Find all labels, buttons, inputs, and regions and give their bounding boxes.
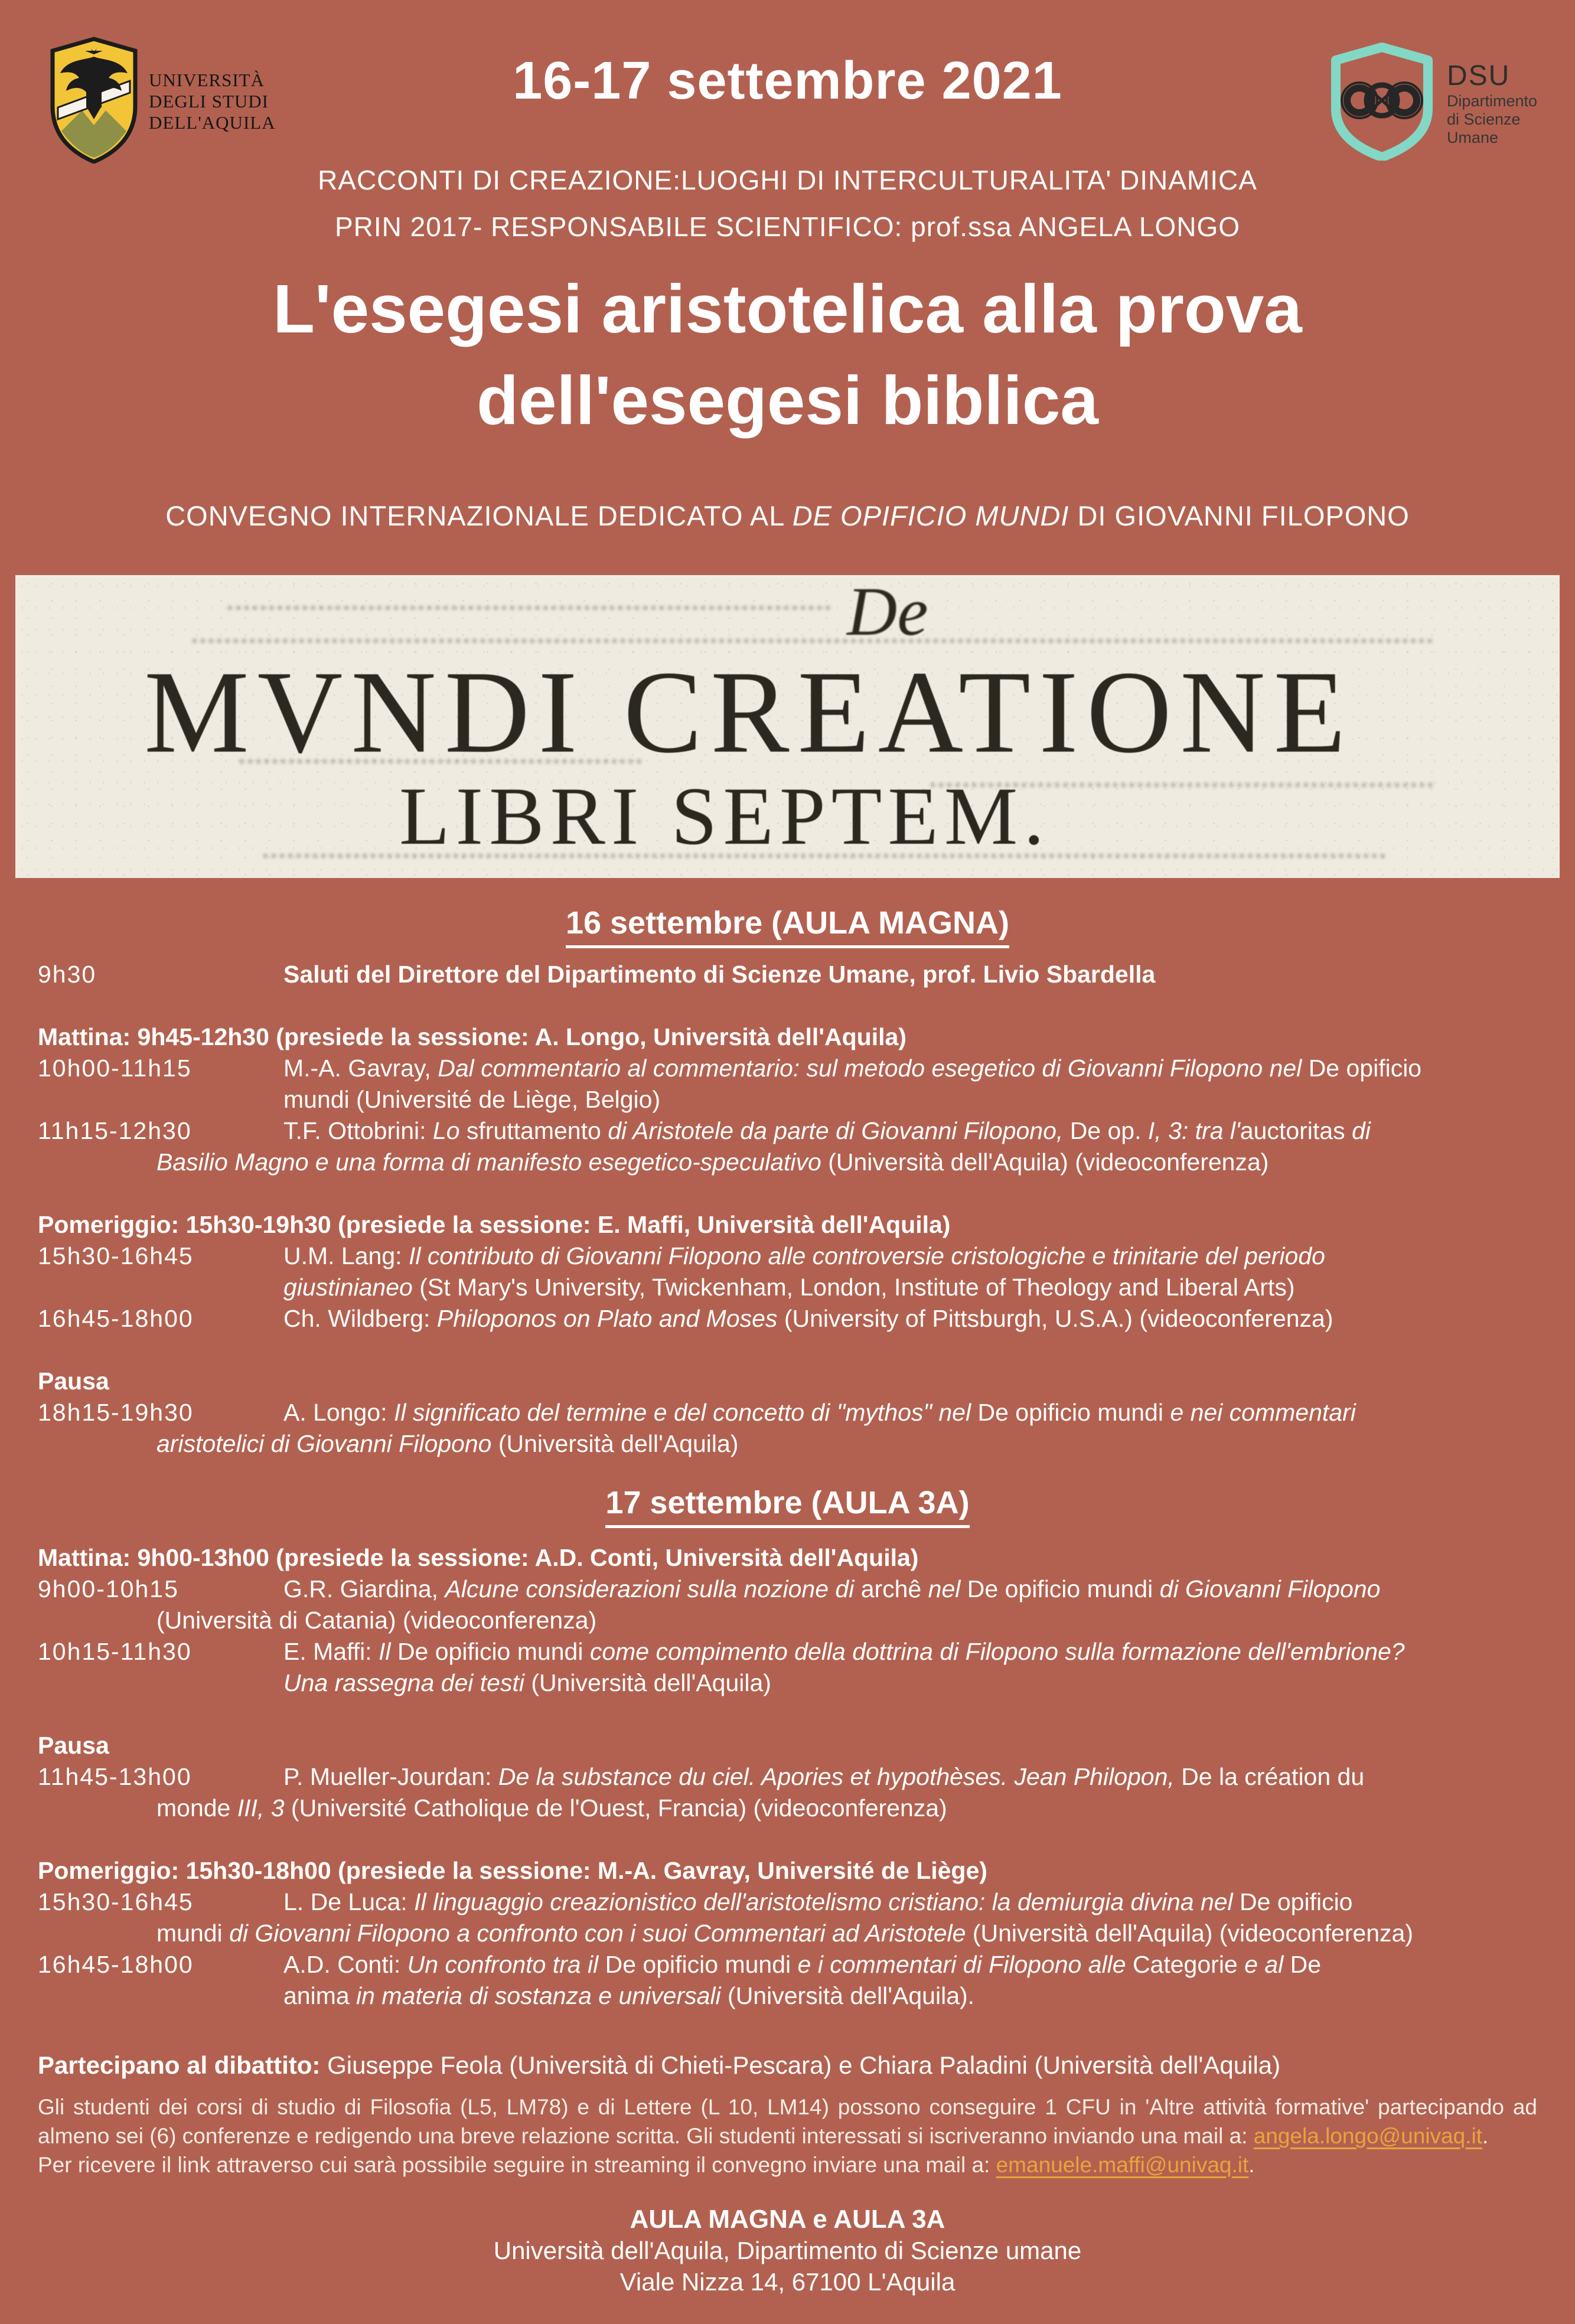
talk-text [283, 1667, 771, 1699]
talk-text [283, 1084, 660, 1115]
cfu-text-2: . [1482, 2124, 1489, 2148]
book-script-word: De [847, 575, 928, 650]
text-run: aristotelici di Giovanni Filopono [156, 1430, 498, 1457]
dsu-shield-icon [1329, 43, 1435, 164]
debate-lead: Partecipano al dibattito: [38, 2051, 328, 2079]
schedule-line [38, 1761, 1537, 1793]
schedule-line [38, 990, 1537, 1021]
text-run: De op. [1069, 1117, 1148, 1144]
text-run: in materia di sostanza e universali [356, 1982, 728, 2009]
talk-text [156, 1428, 738, 1460]
schedule-line [38, 1115, 1537, 1147]
schedule-line [38, 1980, 1537, 2012]
venue-department: Università dell'Aquila, Dipartimento di Scienze umane [493, 2237, 1082, 2264]
time-slot [38, 1084, 283, 1115]
time-slot: 18h15-19h30 [38, 1399, 194, 1426]
text-run: Basilio Magno e una forma di manifesto esegetico-speculativo [156, 1148, 829, 1176]
time-slot: 16h45-18h00 [38, 1305, 194, 1332]
text-run: P. Mueller-Jourdan: [283, 1763, 498, 1790]
schedule-line [38, 1272, 1537, 1303]
time-slot: 10h00-11h15 [38, 1055, 192, 1082]
subtitle-work-title: DE OPIFICIO MUNDI [792, 500, 1069, 531]
schedule-line [38, 959, 1537, 990]
talk-text [38, 1730, 109, 1761]
venue-rooms: AULA MAGNA e AULA 3A [630, 2205, 945, 2234]
schedule-line [38, 1793, 1537, 1824]
talk-text [283, 1636, 1405, 1667]
text-run: Dal commentario al commentario: sul metodo esegetico di Giovanni Filopono nel [438, 1055, 1309, 1082]
text-run: De la substance du ciel. Apories et hypothèses. Jean Philopon, [498, 1763, 1182, 1790]
schedule-line [38, 1605, 1537, 1636]
text-run: auctoritas [1240, 1117, 1352, 1144]
talk-text [283, 1272, 1294, 1303]
text-run: Categorie [1132, 1951, 1245, 1978]
talk-text [38, 1542, 918, 1574]
venue-address: Viale Nizza 14, 67100 L'Aquila [619, 2268, 956, 2296]
time-slot: 16h45-18h00 [38, 1951, 194, 1978]
email-link-angela[interactable]: angela.longo@univaq.it [1253, 2124, 1482, 2148]
book-title-line1: MVNDI CREATIONE [144, 647, 1354, 778]
text-run: Mattina: 9h45-12h30 (presiede la sessione: A. Longo, Università dell'Aquila) [38, 1023, 906, 1050]
dsu-label [1447, 60, 1537, 147]
schedule-line [38, 1574, 1537, 1605]
text-run: Un confronto tra il [407, 1951, 605, 1978]
time-slot: 9h30 [38, 961, 97, 988]
schedule-line [38, 1147, 1537, 1178]
text-run: Pomeriggio: 15h30-18h00 (presiede la sessione: M.-A. Gavray, Université de Liège) [38, 1857, 987, 1884]
text-run: (Università dell'Aquila) (videoconferenza) [828, 1148, 1269, 1176]
text-run: De opificio [1240, 1888, 1353, 1915]
university-name-line2: DEGLI STUDI [149, 91, 269, 112]
text-run: De opificio [1308, 1055, 1422, 1082]
text-run: mundi (Université de Liège, Belgio) [283, 1086, 661, 1113]
subtitle-pre: CONVEGNO INTERNAZIONALE DEDICATO AL [165, 500, 793, 531]
text-run: De opificio mundi [605, 1951, 798, 1978]
date-range: 16-17 settembre 2021 [513, 51, 1062, 110]
cfu-text-3: Per ricevere il link attraverso cui sarà possibile seguire in streaming il convegno inviare una mail a: [38, 2153, 996, 2177]
project-line-1: RACCONTI DI CREAZIONE:LUOGHI DI INTERCULTURALITA' DINAMICA [318, 165, 1257, 195]
schedule-line [38, 1397, 1537, 1428]
talk-text [283, 959, 1155, 990]
text-run: Pausa [38, 1732, 109, 1759]
text-run: (St Mary's University, Twickenham, London, Institute of Theology and Liberal Arts) [419, 1274, 1295, 1301]
schedule-day2 [38, 1542, 1537, 2012]
venue-block [0, 2204, 1575, 2297]
text-run: A. Longo: [283, 1399, 394, 1426]
dsu-acronym: DSU [1446, 60, 1511, 92]
time-slot: 10h15-11h30 [38, 1638, 192, 1665]
text-run: De [1290, 1951, 1322, 1978]
project-lines [0, 157, 1575, 250]
text-run: Philoponos on Plato and Moses [436, 1305, 784, 1332]
time-slot: 9h00-10h15 [38, 1575, 179, 1602]
text-run: De opificio mundi [977, 1399, 1170, 1426]
text-run: A.D. Conti: [283, 1951, 407, 1978]
schedule-line [38, 1730, 1537, 1761]
title-line-1: L'esegesi aristotelica alla prova [273, 270, 1302, 347]
email-link-emanuele[interactable]: emanuele.maffi@univaq.it [996, 2153, 1249, 2177]
talk-text [283, 1053, 1421, 1084]
text-run: De la création du [1181, 1763, 1365, 1790]
time-slot [38, 1667, 283, 1699]
schedule-line [38, 1699, 1537, 1730]
schedule-line [38, 1241, 1537, 1272]
talk-text [156, 1793, 947, 1824]
text-run: T.F. Ottobrini: [283, 1117, 433, 1144]
talk-text [38, 1366, 109, 1397]
text-run: e i commentari di Filopono alle [797, 1951, 1133, 1978]
talk-text [156, 1918, 1413, 1949]
antique-book-image [15, 575, 1560, 878]
text-run: De opificio mundi [967, 1575, 1160, 1602]
schedule-line [38, 1334, 1537, 1366]
print-smudge [193, 639, 1433, 643]
talk-text [283, 1949, 1321, 1980]
text-run: Ch. Wildberg: [283, 1305, 437, 1332]
schedule-line [38, 1855, 1537, 1886]
text-run: (Université Catholique de l'Ouest, Francia) (videoconferenza) [291, 1794, 947, 1822]
schedule-line [38, 1636, 1537, 1667]
text-run: U.M. Lang: [283, 1242, 409, 1269]
text-run: (Università dell'Aquila). [728, 1982, 975, 2009]
text-run: L. De Luca: [283, 1888, 415, 1915]
text-run: (Università dell'Aquila) [498, 1430, 739, 1457]
schedule-line [38, 1428, 1537, 1460]
talk-text [283, 1761, 1364, 1793]
subtitle-post: DI GIOVANNI FILOPONO [1069, 500, 1410, 531]
schedule-line [38, 1542, 1537, 1574]
cfu-note [38, 2093, 1537, 2179]
text-run: monde [156, 1794, 237, 1822]
text-run: giustinianeo [283, 1274, 420, 1301]
text-run: mundi [156, 1920, 230, 1947]
talk-text [156, 1147, 1269, 1178]
day2-heading: 17 settembre (AULA 3A) [0, 1484, 1575, 1521]
text-run: Saluti del Direttore del Dipartimento di Scienze Umane, prof. Livio Sbardella [283, 961, 1156, 988]
dsu-logo [1329, 43, 1537, 164]
schedule-line [38, 1886, 1537, 1918]
text-run: come compimento della dottrina di Filopono sulla formazione dell'embrione? [589, 1638, 1405, 1665]
cfu-text-1: Gli studenti dei corsi di studio di Filosofia (L5, LM78) e di Lettere (L 10, LM14) possono conseguire 1 CFU in 'Altre attività formative' partecipando ad almeno sei (6) conferenze e redigendo una breve relazione scritta. Gli studenti interessati si iscriveranno inviando una mail a: [38, 2095, 1537, 2148]
talk-text [283, 1397, 1356, 1428]
text-run: Una rassegna dei testi [283, 1669, 531, 1696]
text-run: I, 3: tra l' [1147, 1117, 1240, 1144]
text-run: (Università dell'Aquila) (videoconferenza) [972, 1920, 1413, 1947]
text-run: anima [283, 1982, 357, 2009]
talk-text [38, 1855, 987, 1886]
schedule-line [38, 1918, 1537, 1949]
text-run: e al [1244, 1951, 1290, 1978]
schedule-line [38, 1178, 1537, 1209]
text-run: e nei commentari [1170, 1399, 1356, 1426]
text-run: M.-A. Gavray, [283, 1055, 438, 1082]
text-run: Il contributo di Giovanni Filopono alle controversie cristologiche e trinitarie del periodo [408, 1242, 1325, 1269]
book-title-line2: LIBRI SEPTEM. [399, 771, 1051, 862]
dsu-line2: di Scienze [1446, 110, 1521, 128]
text-run: di [1351, 1117, 1371, 1144]
schedule-line [38, 1949, 1537, 1980]
text-run: Il [379, 1638, 397, 1665]
time-slot: 11h15-12h30 [38, 1117, 192, 1144]
text-run: Pomeriggio: 15h30-19h30 (presiede la sessione: E. Maffi, Università dell'Aquila) [38, 1211, 951, 1238]
debate-participants [38, 2051, 1537, 2080]
time-slot [38, 1272, 283, 1303]
schedule-line [38, 1053, 1537, 1084]
text-run: Mattina: 9h00-13h00 (presiede la sessione: A.D. Conti, Università dell'Aquila) [38, 1544, 919, 1571]
text-run: III, 3 [237, 1794, 291, 1822]
talk-text [283, 1115, 1371, 1147]
text-run: di Giovanni Filopono a confronto con i suoi Commentari ad Aristotele [229, 1920, 973, 1947]
time-slot: 11h45-13h00 [38, 1763, 192, 1790]
text-run: De opificio mundi [397, 1638, 590, 1665]
schedule-line [38, 1021, 1537, 1053]
talk-text [156, 1605, 596, 1636]
schedule-line [38, 1824, 1537, 1855]
university-name-line3: DELL'AQUILA [149, 112, 276, 133]
schedule-line [38, 1209, 1537, 1241]
schedule-line [38, 1303, 1537, 1334]
talk-text [283, 1886, 1352, 1918]
text-run: Il linguaggio creazionistico dell'aristotelismo cristiano: la demiurgia divina nel [414, 1888, 1240, 1915]
text-run: E. Maffi: [283, 1638, 379, 1665]
day1-heading: 16 settembre (AULA MAGNA) [0, 905, 1575, 941]
text-run: (Università di Catania) (videoconferenza) [156, 1607, 597, 1634]
talk-text [283, 1980, 974, 2012]
time-slot: 15h30-16h45 [38, 1888, 194, 1915]
time-slot [38, 1980, 283, 2012]
talk-text [283, 1241, 1325, 1272]
schedule-day1 [38, 959, 1537, 1460]
text-run: nel [928, 1575, 967, 1602]
talk-text [283, 1303, 1333, 1334]
text-run: Il significato del termine e del concetto di "mythos" nel [393, 1399, 978, 1426]
time-slot: 15h30-16h45 [38, 1242, 194, 1269]
text-run: archê [860, 1575, 928, 1602]
debate-rest: Giuseppe Feola (Università di Chieti-Pescara) e Chiara Paladini (Università dell'Aquila) [327, 2051, 1281, 2079]
text-run: (Università dell'Aquila) [531, 1669, 771, 1696]
page-title [0, 263, 1575, 446]
text-run: Pausa [38, 1367, 109, 1395]
text-run: G.R. Giardina, [283, 1575, 445, 1602]
text-run: sfruttamento [466, 1117, 608, 1144]
conference-subtitle [0, 500, 1575, 532]
text-run: di Giovanni Filopono [1159, 1575, 1381, 1602]
print-smudge [228, 606, 830, 610]
talk-text [283, 1574, 1380, 1605]
cfu-text-4: . [1248, 2153, 1255, 2177]
dsu-line1: Dipartimento [1446, 92, 1537, 110]
schedule-line [38, 1366, 1537, 1397]
schedule-line [38, 1084, 1537, 1115]
text-run: (University of Pittsburgh, U.S.A.) (videoconferenza) [784, 1305, 1333, 1332]
title-line-2: dell'esegesi biblica [477, 362, 1098, 439]
talk-text [38, 1209, 950, 1241]
talk-text [38, 1021, 906, 1053]
dsu-line3: Umane [1446, 128, 1498, 146]
text-run: Lo [432, 1117, 467, 1144]
text-run: di Aristotele da parte di Giovanni Filopono, [608, 1117, 1070, 1144]
text-run: Alcune considerazioni sulla nozione di [445, 1575, 861, 1602]
schedule-line [38, 1667, 1537, 1699]
university-name-line1: UNIVERSITÀ [149, 70, 265, 90]
project-line-2: PRIN 2017- RESPONSABILE SCIENTIFICO: prof.ssa ANGELA LONGO [334, 211, 1241, 242]
